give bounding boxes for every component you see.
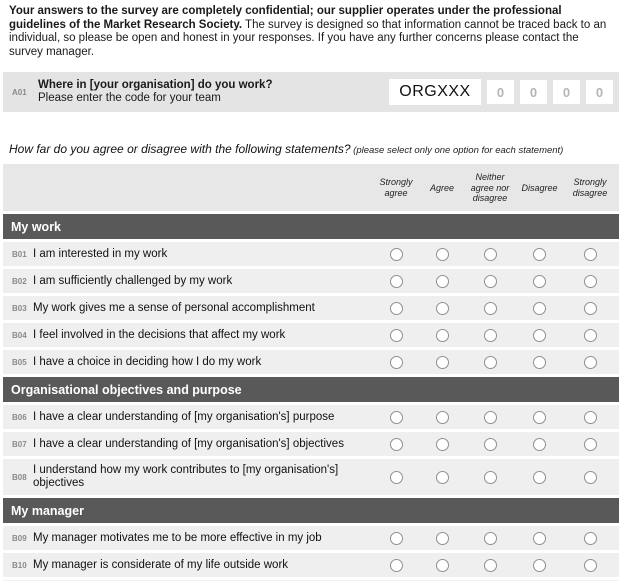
radio-cell xyxy=(373,329,419,342)
radio-cell xyxy=(564,275,616,288)
radio-cell xyxy=(564,471,616,484)
radio-option-5[interactable] xyxy=(584,559,597,572)
radio-cell xyxy=(419,275,465,288)
statement-row xyxy=(3,526,619,550)
radio-option-3[interactable] xyxy=(484,356,497,369)
radio-cell xyxy=(419,329,465,342)
radio-option-5[interactable] xyxy=(584,411,597,424)
radio-option-2[interactable] xyxy=(436,275,449,288)
radio-option-3[interactable] xyxy=(484,471,497,484)
statement-text: I understand how my work contributes to [my organisation's] objectives xyxy=(33,464,339,490)
radio-option-1[interactable] xyxy=(390,471,403,484)
radio-option-2[interactable] xyxy=(436,329,449,342)
radio-cell xyxy=(465,275,515,288)
team-code-digit-box-4[interactable]: 0 xyxy=(586,80,613,104)
statement-text: I have a choice in deciding how I do my work xyxy=(33,355,262,368)
section-header-1: My work xyxy=(3,214,619,239)
radio-cell xyxy=(564,329,616,342)
radio-cell xyxy=(373,356,419,369)
radio-cell xyxy=(465,411,515,424)
radio-option-3[interactable] xyxy=(484,411,497,424)
radio-option-5[interactable] xyxy=(584,356,597,369)
matrix-prompt xyxy=(3,140,619,158)
radio-cell xyxy=(465,329,515,342)
radio-cell xyxy=(515,559,564,572)
radio-cell xyxy=(419,559,465,572)
radio-cell xyxy=(564,248,616,261)
statement-code: B03 xyxy=(12,303,27,313)
statement-row xyxy=(3,350,619,374)
statement-row xyxy=(3,405,619,429)
statement-row xyxy=(3,432,619,456)
statement-text: I am interested in my work xyxy=(33,247,168,260)
radio-option-2[interactable] xyxy=(436,559,449,572)
radio-cell xyxy=(465,471,515,484)
statement-code: B01 xyxy=(12,249,27,259)
radio-cell xyxy=(515,471,564,484)
radio-cell xyxy=(564,411,616,424)
statement-code: B02 xyxy=(12,276,27,286)
radio-option-3[interactable] xyxy=(484,532,497,545)
radio-option-4[interactable] xyxy=(533,302,546,315)
statement-text: My manager is considerate of my life outside work xyxy=(33,558,289,571)
option-header-1: Strongly agree xyxy=(379,177,413,198)
radio-option-4[interactable] xyxy=(533,532,546,545)
team-question-instruction: Please enter the code for your team xyxy=(38,92,221,105)
statement-code: B09 xyxy=(12,533,27,543)
radio-option-5[interactable] xyxy=(584,532,597,545)
radio-cell xyxy=(419,532,465,545)
confidentiality-notice-body: The survey is designed so that information cannot be traced back to an individual, so please be open and honest in your responses. If you have any further concerns please contact the survey manager. xyxy=(9,18,607,58)
radio-option-4[interactable] xyxy=(533,329,546,342)
team-code-question xyxy=(3,72,619,112)
radio-cell xyxy=(373,275,419,288)
option-header-2: Agree xyxy=(429,182,455,193)
radio-option-2[interactable] xyxy=(436,356,449,369)
radio-cell xyxy=(419,411,465,424)
statement-row xyxy=(3,296,619,320)
radio-cell xyxy=(373,411,419,424)
statement-text: I feel involved in the decisions that affect my work xyxy=(33,328,286,341)
question-code-a01: A01 xyxy=(12,87,27,97)
radio-cell xyxy=(465,302,515,315)
section-header-2: Organisational objectives and purpose xyxy=(3,377,619,402)
radio-option-2[interactable] xyxy=(436,532,449,545)
radio-option-2[interactable] xyxy=(436,411,449,424)
radio-cell xyxy=(564,532,616,545)
radio-cell xyxy=(373,302,419,315)
radio-option-3[interactable] xyxy=(484,438,497,451)
radio-option-4[interactable] xyxy=(533,356,546,369)
radio-option-1[interactable] xyxy=(390,559,403,572)
radio-option-1[interactable] xyxy=(390,411,403,424)
confidentiality-notice-bold: Your answers to the survey are completely confidential; our supplier operates under the professional guidelines of the Market Research Society. xyxy=(9,5,562,31)
statement-code: B06 xyxy=(12,412,27,422)
radio-cell xyxy=(373,532,419,545)
radio-cell xyxy=(515,411,564,424)
radio-option-1[interactable] xyxy=(390,329,403,342)
statement-code: B08 xyxy=(12,472,27,482)
statement-row xyxy=(3,242,619,266)
radio-cell xyxy=(515,356,564,369)
matrix-body xyxy=(3,214,619,581)
radio-option-4[interactable] xyxy=(533,559,546,572)
radio-option-1[interactable] xyxy=(390,275,403,288)
statement-row xyxy=(3,459,619,495)
statement-row xyxy=(3,269,619,293)
radio-cell xyxy=(419,302,465,315)
radio-cell xyxy=(515,275,564,288)
radio-option-4[interactable] xyxy=(533,248,546,261)
radio-cell xyxy=(515,302,564,315)
radio-cell xyxy=(515,248,564,261)
statement-text: I am sufficiently challenged by my work xyxy=(33,274,233,287)
statement-text: I have a clear understanding of [my organisation's] objectives xyxy=(33,437,344,450)
radio-option-4[interactable] xyxy=(533,471,546,484)
section-header-3: My manager xyxy=(3,498,619,523)
statement-text: I have a clear understanding of [my organisation's] purpose xyxy=(33,410,335,423)
radio-option-5[interactable] xyxy=(584,329,597,342)
radio-cell xyxy=(564,302,616,315)
team-code-digit-box-1[interactable]: 0 xyxy=(487,80,514,104)
radio-option-5[interactable] xyxy=(584,438,597,451)
radio-option-4[interactable] xyxy=(533,411,546,424)
radio-option-1[interactable] xyxy=(390,248,403,261)
team-code-digit-box-3[interactable]: 0 xyxy=(553,80,580,104)
radio-option-3[interactable] xyxy=(484,275,497,288)
radio-option-1[interactable] xyxy=(390,302,403,315)
radio-option-2[interactable] xyxy=(436,438,449,451)
radio-cell xyxy=(564,559,616,572)
radio-cell xyxy=(465,356,515,369)
matrix-prompt-question: How far do you agree or disagree with the following statements? xyxy=(9,142,351,157)
option-header-4: Disagree xyxy=(521,182,558,193)
matrix-header-row xyxy=(3,164,619,211)
radio-cell xyxy=(419,471,465,484)
radio-option-3[interactable] xyxy=(484,329,497,342)
radio-cell xyxy=(465,248,515,261)
matrix-prompt-note: (please select only one option for each statement) xyxy=(350,145,564,157)
statement-code: B05 xyxy=(12,357,27,367)
team-code-boxes xyxy=(389,79,613,105)
statement-row xyxy=(3,553,619,577)
radio-option-5[interactable] xyxy=(584,302,597,315)
radio-cell xyxy=(564,356,616,369)
statement-code: B07 xyxy=(12,439,27,449)
radio-cell xyxy=(465,559,515,572)
statement-matrix xyxy=(3,164,619,581)
radio-cell xyxy=(419,248,465,261)
statement-text: My work gives me a sense of personal accomplishment xyxy=(33,301,315,314)
radio-cell xyxy=(515,532,564,545)
option-header-5: Strongly disagree xyxy=(572,177,608,198)
statement-code: B10 xyxy=(12,560,27,570)
radio-option-3[interactable] xyxy=(484,302,497,315)
radio-cell xyxy=(373,559,419,572)
radio-option-2[interactable] xyxy=(436,248,449,261)
radio-cell xyxy=(373,471,419,484)
radio-cell xyxy=(419,438,465,451)
radio-cell xyxy=(515,438,564,451)
radio-cell xyxy=(419,356,465,369)
radio-option-1[interactable] xyxy=(390,532,403,545)
radio-option-5[interactable] xyxy=(584,471,597,484)
radio-option-3[interactable] xyxy=(484,248,497,261)
radio-option-1[interactable] xyxy=(390,356,403,369)
radio-option-5[interactable] xyxy=(584,275,597,288)
team-question-text-block xyxy=(38,79,389,105)
radio-option-5[interactable] xyxy=(584,248,597,261)
statement-code: B04 xyxy=(12,330,27,340)
radio-cell xyxy=(515,329,564,342)
radio-cell xyxy=(373,248,419,261)
radio-option-4[interactable] xyxy=(533,275,546,288)
radio-cell xyxy=(564,438,616,451)
radio-option-2[interactable] xyxy=(436,471,449,484)
team-question-title: Where in [your organisation] do you work? xyxy=(38,79,273,92)
org-code-prefix: ORGXXX xyxy=(389,79,481,105)
radio-option-1[interactable] xyxy=(390,438,403,451)
radio-option-3[interactable] xyxy=(484,559,497,572)
radio-cell xyxy=(373,438,419,451)
statement-row xyxy=(3,323,619,347)
radio-option-2[interactable] xyxy=(436,302,449,315)
radio-cell xyxy=(465,532,515,545)
option-header-3: Neither agree nor disagree xyxy=(470,172,510,204)
statement-text: My manager motivates me to be more effective in my job xyxy=(33,531,322,544)
confidentiality-notice xyxy=(3,5,619,59)
team-code-digit-box-2[interactable]: 0 xyxy=(520,80,547,104)
radio-option-4[interactable] xyxy=(533,438,546,451)
radio-cell xyxy=(465,438,515,451)
